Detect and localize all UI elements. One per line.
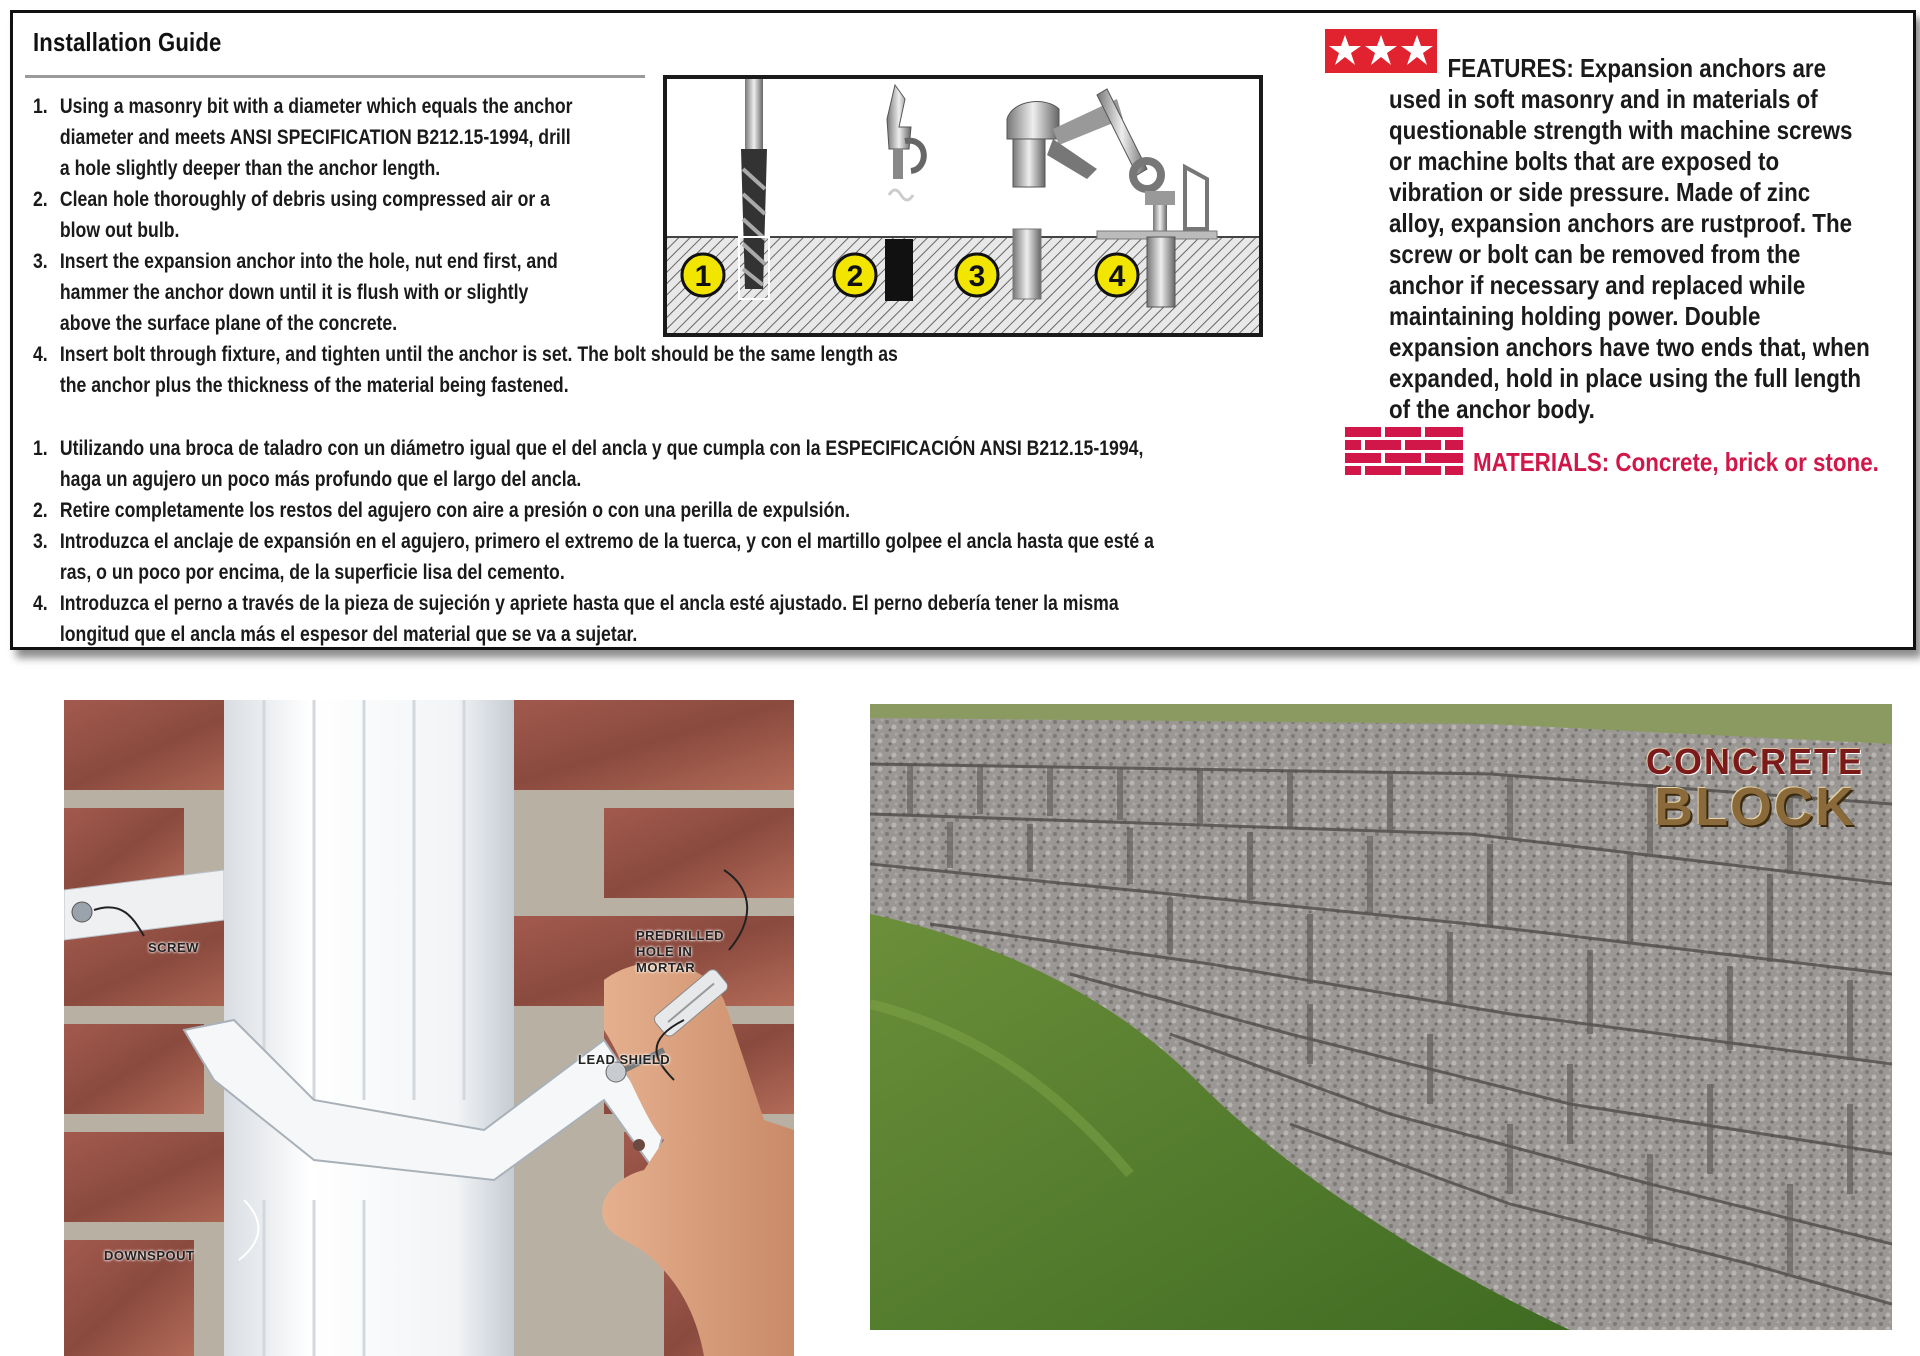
lead-shield-label: LEAD SHIELD xyxy=(578,1052,671,1067)
title-divider xyxy=(25,75,645,78)
downspout-installation-photo xyxy=(64,700,794,1356)
step-es-4: 4. Introduzca el perno a través de la pieza de sujeción y apriete hasta que el ancla esté ajustado. El perno debería tener la misma longitud que el ancla más el espesor del material que se va a sujetar. xyxy=(33,592,1119,646)
features-description: FEATURES: Expansion anchors are used in soft masonry and in materials of questionable strength with machine screws or machine bolts that are exposed to vibration or side pressure. Made of zinc alloy, expansion anchors are rustproof. The screw or bolt can be removed from the anchor if necessary and replaced while maintaining holding power. Double expansion anchors have two ends that, when expanded, hold in place using the full length of the anchor body. xyxy=(1389,53,1870,424)
step-badge-1-label: 1 xyxy=(694,260,712,293)
step-badge-3-label: 3 xyxy=(968,260,986,293)
step-en-4: 4. Insert bolt through fixture, and tighten until the anchor is set. The bolt should be the same length as the anchor plus the thickness of the material being fastened. xyxy=(33,343,898,397)
concrete-block-logo: CONCRETE BLOCK xyxy=(1645,741,1864,837)
step-es-1: 1. Utilizando una broca de taladro con un diámetro igual que el del ancla y que cumpla con la ESPECIFICACIÓN ANSI B212.15-1994, haga un agujero un poco más profundo que el largo del ancla. xyxy=(33,437,1144,491)
step-en-1: 1. Using a masonry bit with a diameter which equals the anchor diameter and meets ANSI SPECIFICATION B212.15-1994, drill a hole slightly deeper than the anchor length. xyxy=(33,95,573,180)
step-en-3: 3. Insert the expansion anchor into the hole, nut end first, and hammer the anchor down until it is flush with or slightly above the surface plane of the concrete. xyxy=(33,250,558,335)
materials-description: MATERIALS: Concrete, brick or stone. xyxy=(1473,447,1879,477)
predrilled-label: PREDRILLED HOLE IN MORTAR xyxy=(636,928,725,975)
step-badge-2-label: 2 xyxy=(846,260,864,293)
concrete-block-wall-photo xyxy=(870,704,1892,1330)
bricks-icon xyxy=(1345,427,1463,475)
installation-guide-panel xyxy=(10,10,1916,650)
step-en-2: 2. Clean hole thoroughly of debris using compressed air or a blow out bulb. xyxy=(33,188,550,242)
step-es-2: 2. Retire completamente los restos del agujero con aire a presión o con una perilla de expulsión. xyxy=(33,499,850,522)
installation-steps-diagram xyxy=(663,75,1263,337)
downspout-label: DOWNSPOUT xyxy=(104,1248,195,1263)
step-badge-4-label: 4 xyxy=(1108,260,1126,293)
steps-spanish xyxy=(33,433,1395,650)
guide-title: Installation Guide xyxy=(33,27,222,57)
screw-label: SCREW xyxy=(148,940,199,955)
step-es-3: 3. Introduzca el anclaje de expansión en el agujero, primero el extremo de la tuerca, y con el martillo golpee el ancla hasta que esté a ras, o un poco por encima, de la superficie lisa del cemento. xyxy=(33,530,1154,584)
